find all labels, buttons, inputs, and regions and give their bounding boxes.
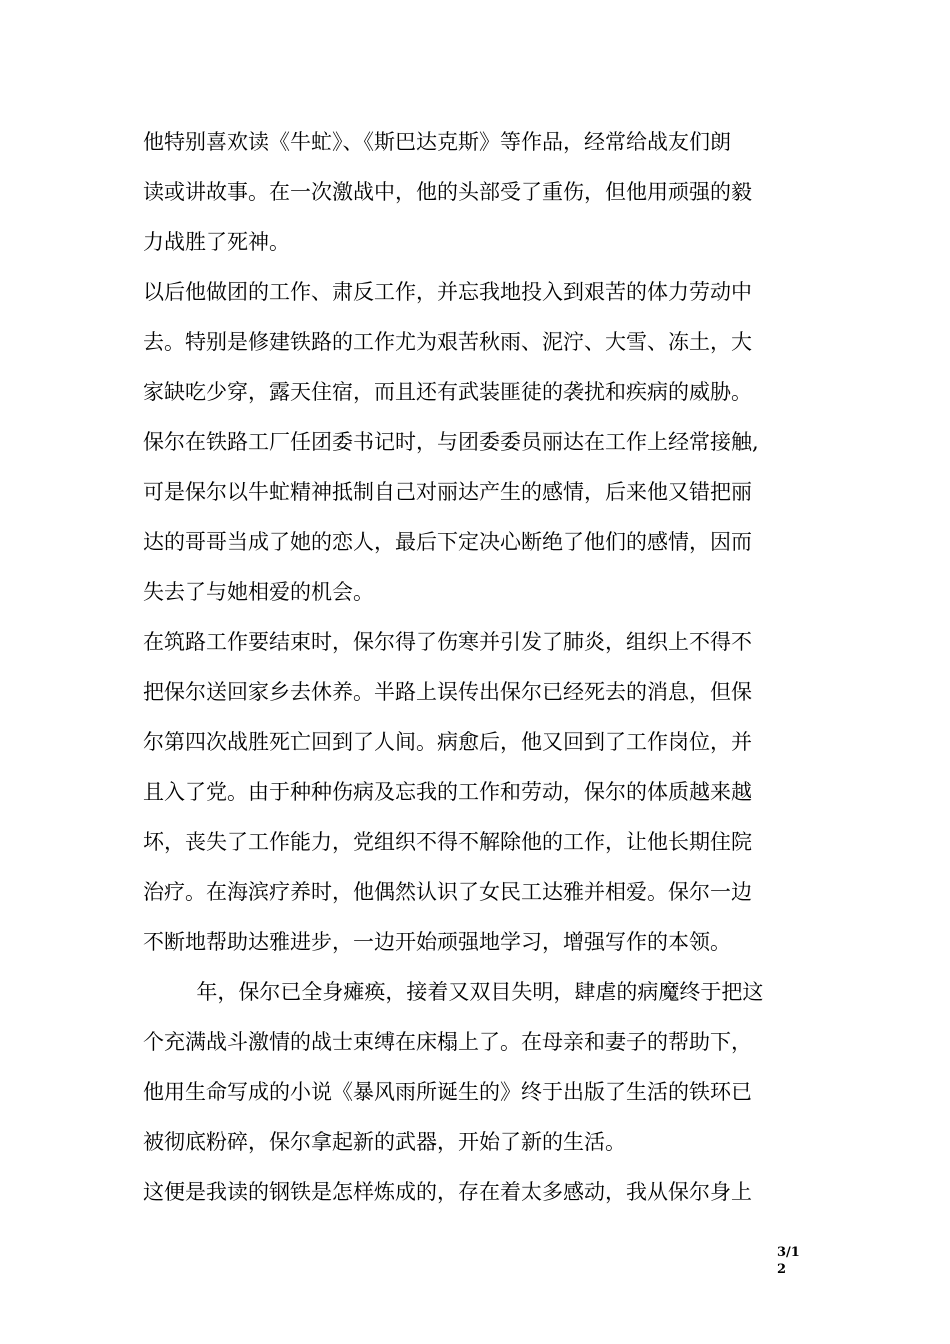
page-number — [777, 1244, 807, 1278]
text-line-13: 尔第四次战胜死亡回到了人间。病愈后，他又回到了工作岗位，并 — [143, 730, 752, 754]
text-line-7: 保尔在铁路工厂任团委书记时，与团委委员丽达在工作上经常接触, — [143, 430, 759, 454]
page-number-line-1: 3/1 — [777, 1245, 800, 1260]
text-line-5: 去。特别是修建铁路的工作尤为艰苦秋雨、泥泞、大雪、冻土，大 — [143, 330, 752, 354]
text-line-14: 且入了党。由于种种伤病及忘我的工作和劳动，保尔的体质越来越 — [143, 780, 752, 804]
text-line-8: 可是保尔以牛虻精神抵制自己对丽达产生的感情，后来他又错把丽 — [143, 480, 752, 504]
text-line-16: 治疗。在海滨疗养时，他偶然认识了女民工达雅并相爱。保尔一边 — [143, 880, 752, 904]
text-line-2: 读或讲故事。在一次激战中，他的头部受了重伤，但他用顽强的毅 — [143, 180, 752, 204]
text-line-19: 个充满战斗激情的战士束缚在床榻上了。在母亲和妻子的帮助下， — [143, 1030, 752, 1054]
text-line-3: 力战胜了死神。 — [143, 230, 290, 254]
text-line-11: 在筑路工作要结束时，保尔得了伤寒并引发了肺炎，组织上不得不 — [143, 630, 752, 654]
text-line-9: 达的哥哥当成了她的恋人，最后下定决心断绝了他们的感情，因而 — [143, 530, 752, 554]
text-line-4: 以后他做团的工作、肃反工作，并忘我地投入到艰苦的体力劳动中 — [143, 280, 752, 304]
text-line-1: 他特别喜欢读《牛虻》、《斯巴达克斯》等作品，经常给战友们朗 — [143, 130, 731, 154]
text-line-15: 坏，丧失了工作能力，党组织不得不解除他的工作，让他长期住院 — [143, 830, 752, 854]
text-line-6: 家缺吃少穿，露天住宿，而且还有武装匪徒的袭扰和疾病的威胁。 — [143, 380, 752, 404]
text-line-17: 不断地帮助达雅进步，一边开始顽强地学习，增强写作的本领。 — [143, 930, 731, 954]
text-line-21: 被彻底粉碎，保尔拿起新的武器，开始了新的生活。 — [143, 1130, 626, 1154]
document-body — [143, 117, 813, 1217]
text-line-22: 这便是我读的钢铁是怎样炼成的，存在着太多感动，我从保尔身上 — [143, 1180, 752, 1204]
page-number-line-2: 2 — [777, 1262, 787, 1277]
text-line-10: 失去了与她相爱的机会。 — [143, 580, 374, 604]
text-line-18: 年，保尔已全身瘫痪，接着又双目失明，肆虐的病魔终于把这 — [143, 980, 764, 1004]
text-line-12: 把保尔送回家乡去休养。半路上误传出保尔已经死去的消息，但保 — [143, 680, 752, 704]
text-line-20: 他用生命写成的小说《暴风雨所诞生的》终于出版了生活的铁环已 — [143, 1080, 752, 1104]
